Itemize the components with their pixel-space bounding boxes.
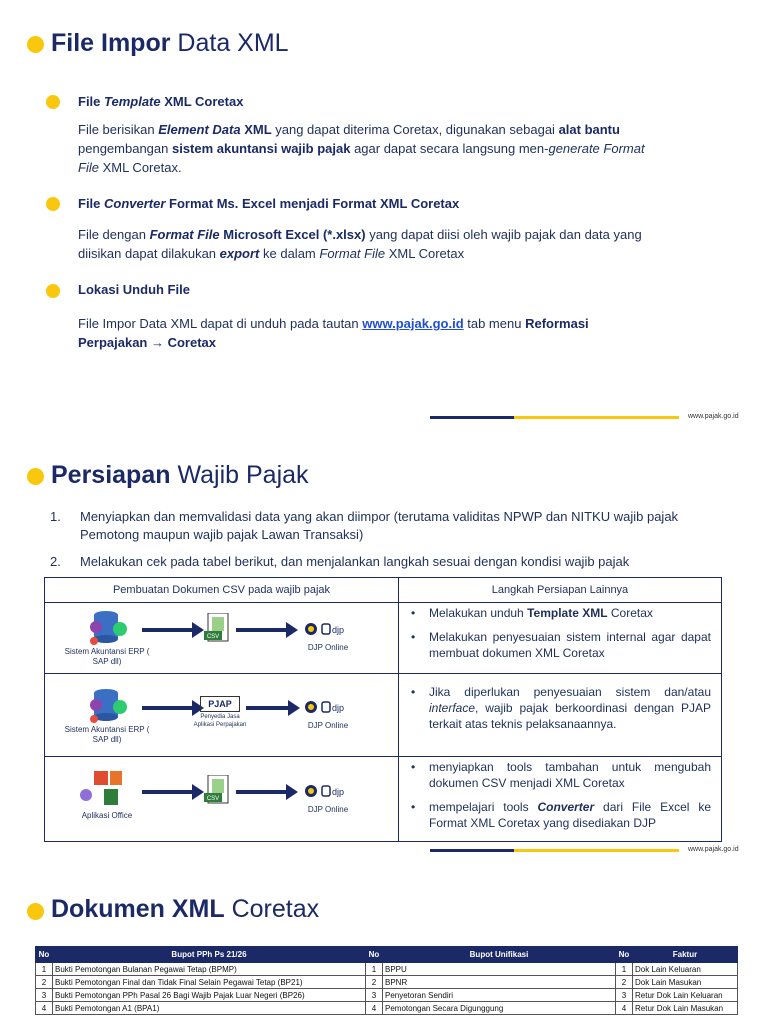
section-title-dokumen: Dokumen XML Coretax bbox=[51, 895, 320, 923]
footer-divider bbox=[514, 849, 679, 852]
arrow-icon bbox=[236, 790, 288, 794]
item-heading-template: File Template XML Coretax bbox=[78, 94, 244, 109]
table-row bbox=[45, 603, 722, 674]
list-number: 2. bbox=[50, 554, 61, 569]
footer-divider bbox=[430, 849, 514, 852]
database-icon bbox=[84, 607, 134, 647]
svg-text:djp: djp bbox=[332, 703, 345, 713]
office-apps-icon bbox=[76, 769, 132, 809]
csv-label: CSV bbox=[206, 634, 220, 640]
item-heading-converter: File Converter Format Ms. Excel menjadi Format XML Coretax bbox=[78, 196, 460, 211]
section-title-persiapan: Persiapan Wajib Pajak bbox=[51, 461, 309, 489]
step-item: • Jika diperlukan penyesuaian sistem dan/atau interface, wajib pajak berkoordinasi dengan PJAP terkait atas teknis pelaksanaannya. bbox=[407, 684, 711, 732]
table-row: 4 Bukti Pemotongan A1 (BPA1) 4 Pemotongan Secara Digunggung 4 Retur Dok Lain Masukan bbox=[36, 1002, 738, 1015]
section-bullet-icon bbox=[27, 468, 44, 485]
svg-text:djp: djp bbox=[332, 625, 345, 635]
dest-label: DJP Online bbox=[307, 805, 349, 814]
list-number: 1. bbox=[50, 509, 61, 524]
table-header: Bupot PPh Ps 21/26 bbox=[53, 947, 366, 963]
table-header: Bupot Unifikasi bbox=[383, 947, 616, 963]
item-bullet-icon bbox=[46, 197, 60, 211]
footer-divider bbox=[430, 416, 514, 419]
table-row: 1 Bukti Pemotongan Bulanan Pegawai Tetap (BPMP) 1 BPPU 1 Dok Lain Keluaran bbox=[36, 963, 738, 976]
dest-label: DJP Online bbox=[307, 721, 349, 730]
djp-logo-icon bbox=[304, 699, 352, 715]
arrow-icon bbox=[246, 706, 290, 710]
source-label: Sistem Akuntansi ERP ( SAP dll) bbox=[64, 647, 150, 666]
arrow-icon bbox=[236, 628, 288, 632]
database-icon bbox=[84, 685, 134, 725]
source-label: Aplikasi Office bbox=[81, 811, 133, 820]
section-title-file-impor: File Impor Data XML bbox=[51, 29, 289, 57]
csv-label: CSV bbox=[206, 796, 220, 802]
djp-logo-icon bbox=[304, 621, 352, 637]
pjap-sub: Penyedia Jasa Aplikasi Perpajakan bbox=[193, 714, 247, 728]
section-bullet-icon bbox=[27, 36, 44, 53]
svg-text:djp: djp bbox=[332, 787, 345, 797]
arrow-icon bbox=[142, 790, 194, 794]
preparation-table bbox=[44, 577, 722, 842]
step-item: • Melakukan penyesuaian sistem internal agar dapat membuat dokumen XML Coretax bbox=[407, 629, 711, 661]
item-body-lokasi: File Impor Data XML dapat di unduh pada tautan www.pajak.go.id tab menu Reformasi Perpajakan → Coretax bbox=[78, 316, 589, 350]
dest-label: DJP Online bbox=[307, 643, 349, 652]
table-header: No bbox=[616, 947, 633, 963]
step-item: • menyiapkan tools tambahan untuk mengubah dokumen CSV menjadi XML Coretax bbox=[407, 759, 711, 791]
table-header: No bbox=[36, 947, 53, 963]
item-bullet-icon bbox=[46, 95, 60, 109]
table-header: Pembuatan Dokumen CSV pada wajib pajak bbox=[45, 578, 399, 603]
footer-url: www.pajak.go.id bbox=[688, 846, 739, 853]
footer-divider bbox=[514, 416, 679, 419]
table-row bbox=[45, 757, 722, 842]
item-heading-lokasi: Lokasi Unduh File bbox=[78, 282, 190, 297]
table-header: Langkah Persiapan Lainnya bbox=[399, 578, 722, 603]
xml-document-table bbox=[35, 946, 738, 1015]
list-item: Melakukan cek pada tabel berikut, dan menjalankan langkah sesuai dengan kondisi wajib pajak bbox=[80, 554, 630, 569]
arrow-icon bbox=[142, 706, 194, 710]
step-item: • Melakukan unduh Template XML Coretax bbox=[407, 605, 711, 621]
table-row: 3 Bukti Pemotongan PPh Pasal 26 Bagi Wajib Pajak Luar Negeri (BP26) 3 Penyetoran Sendiri 3 Retur Dok Lain Keluaran bbox=[36, 989, 738, 1002]
section-bullet-icon bbox=[27, 903, 44, 920]
table-row bbox=[45, 674, 722, 757]
table-row: 2 Bukti Pemotongan Final dan Tidak Final Selain Pegawai Tetap (BP21) 2 BPNR 2 Dok Lain Masukan bbox=[36, 976, 738, 989]
footer-url: www.pajak.go.id bbox=[688, 413, 739, 420]
djp-logo-icon bbox=[304, 783, 352, 799]
table-header: Faktur bbox=[633, 947, 738, 963]
step-item: • mempelajari tools Converter dari File Excel ke Format XML Coretax yang disediakan DJP bbox=[407, 799, 711, 831]
pajak-link[interactable]: www.pajak.go.id bbox=[362, 316, 464, 331]
list-item: Menyiapkan dan memvalidasi data yang akan diimpor (terutama validitas NPWP dan NITKU wajib pajak Pemotong maupun wajib pajak Lawan Transaksi) bbox=[80, 509, 679, 542]
item-body-template: File berisikan Element Data XML yang dapat diterima Coretax, digunakan sebagai alat bantu pengembangan sistem akuntansi wajib pajak agar dapat secara langsung men-generate Format File XML Coretax. bbox=[78, 122, 645, 175]
source-label: Sistem Akuntansi ERP ( SAP dll) bbox=[64, 725, 150, 744]
item-body-converter: File dengan Format File Microsoft Excel (*.xlsx) yang dapat diisi oleh wajib pajak dan data yang diisikan dapat dilakukan export ke dalam Format File XML Coretax bbox=[78, 227, 642, 261]
item-bullet-icon bbox=[46, 284, 60, 298]
table-header: No bbox=[366, 947, 383, 963]
pjap-box: PJAP bbox=[200, 696, 240, 712]
arrow-icon bbox=[142, 628, 194, 632]
